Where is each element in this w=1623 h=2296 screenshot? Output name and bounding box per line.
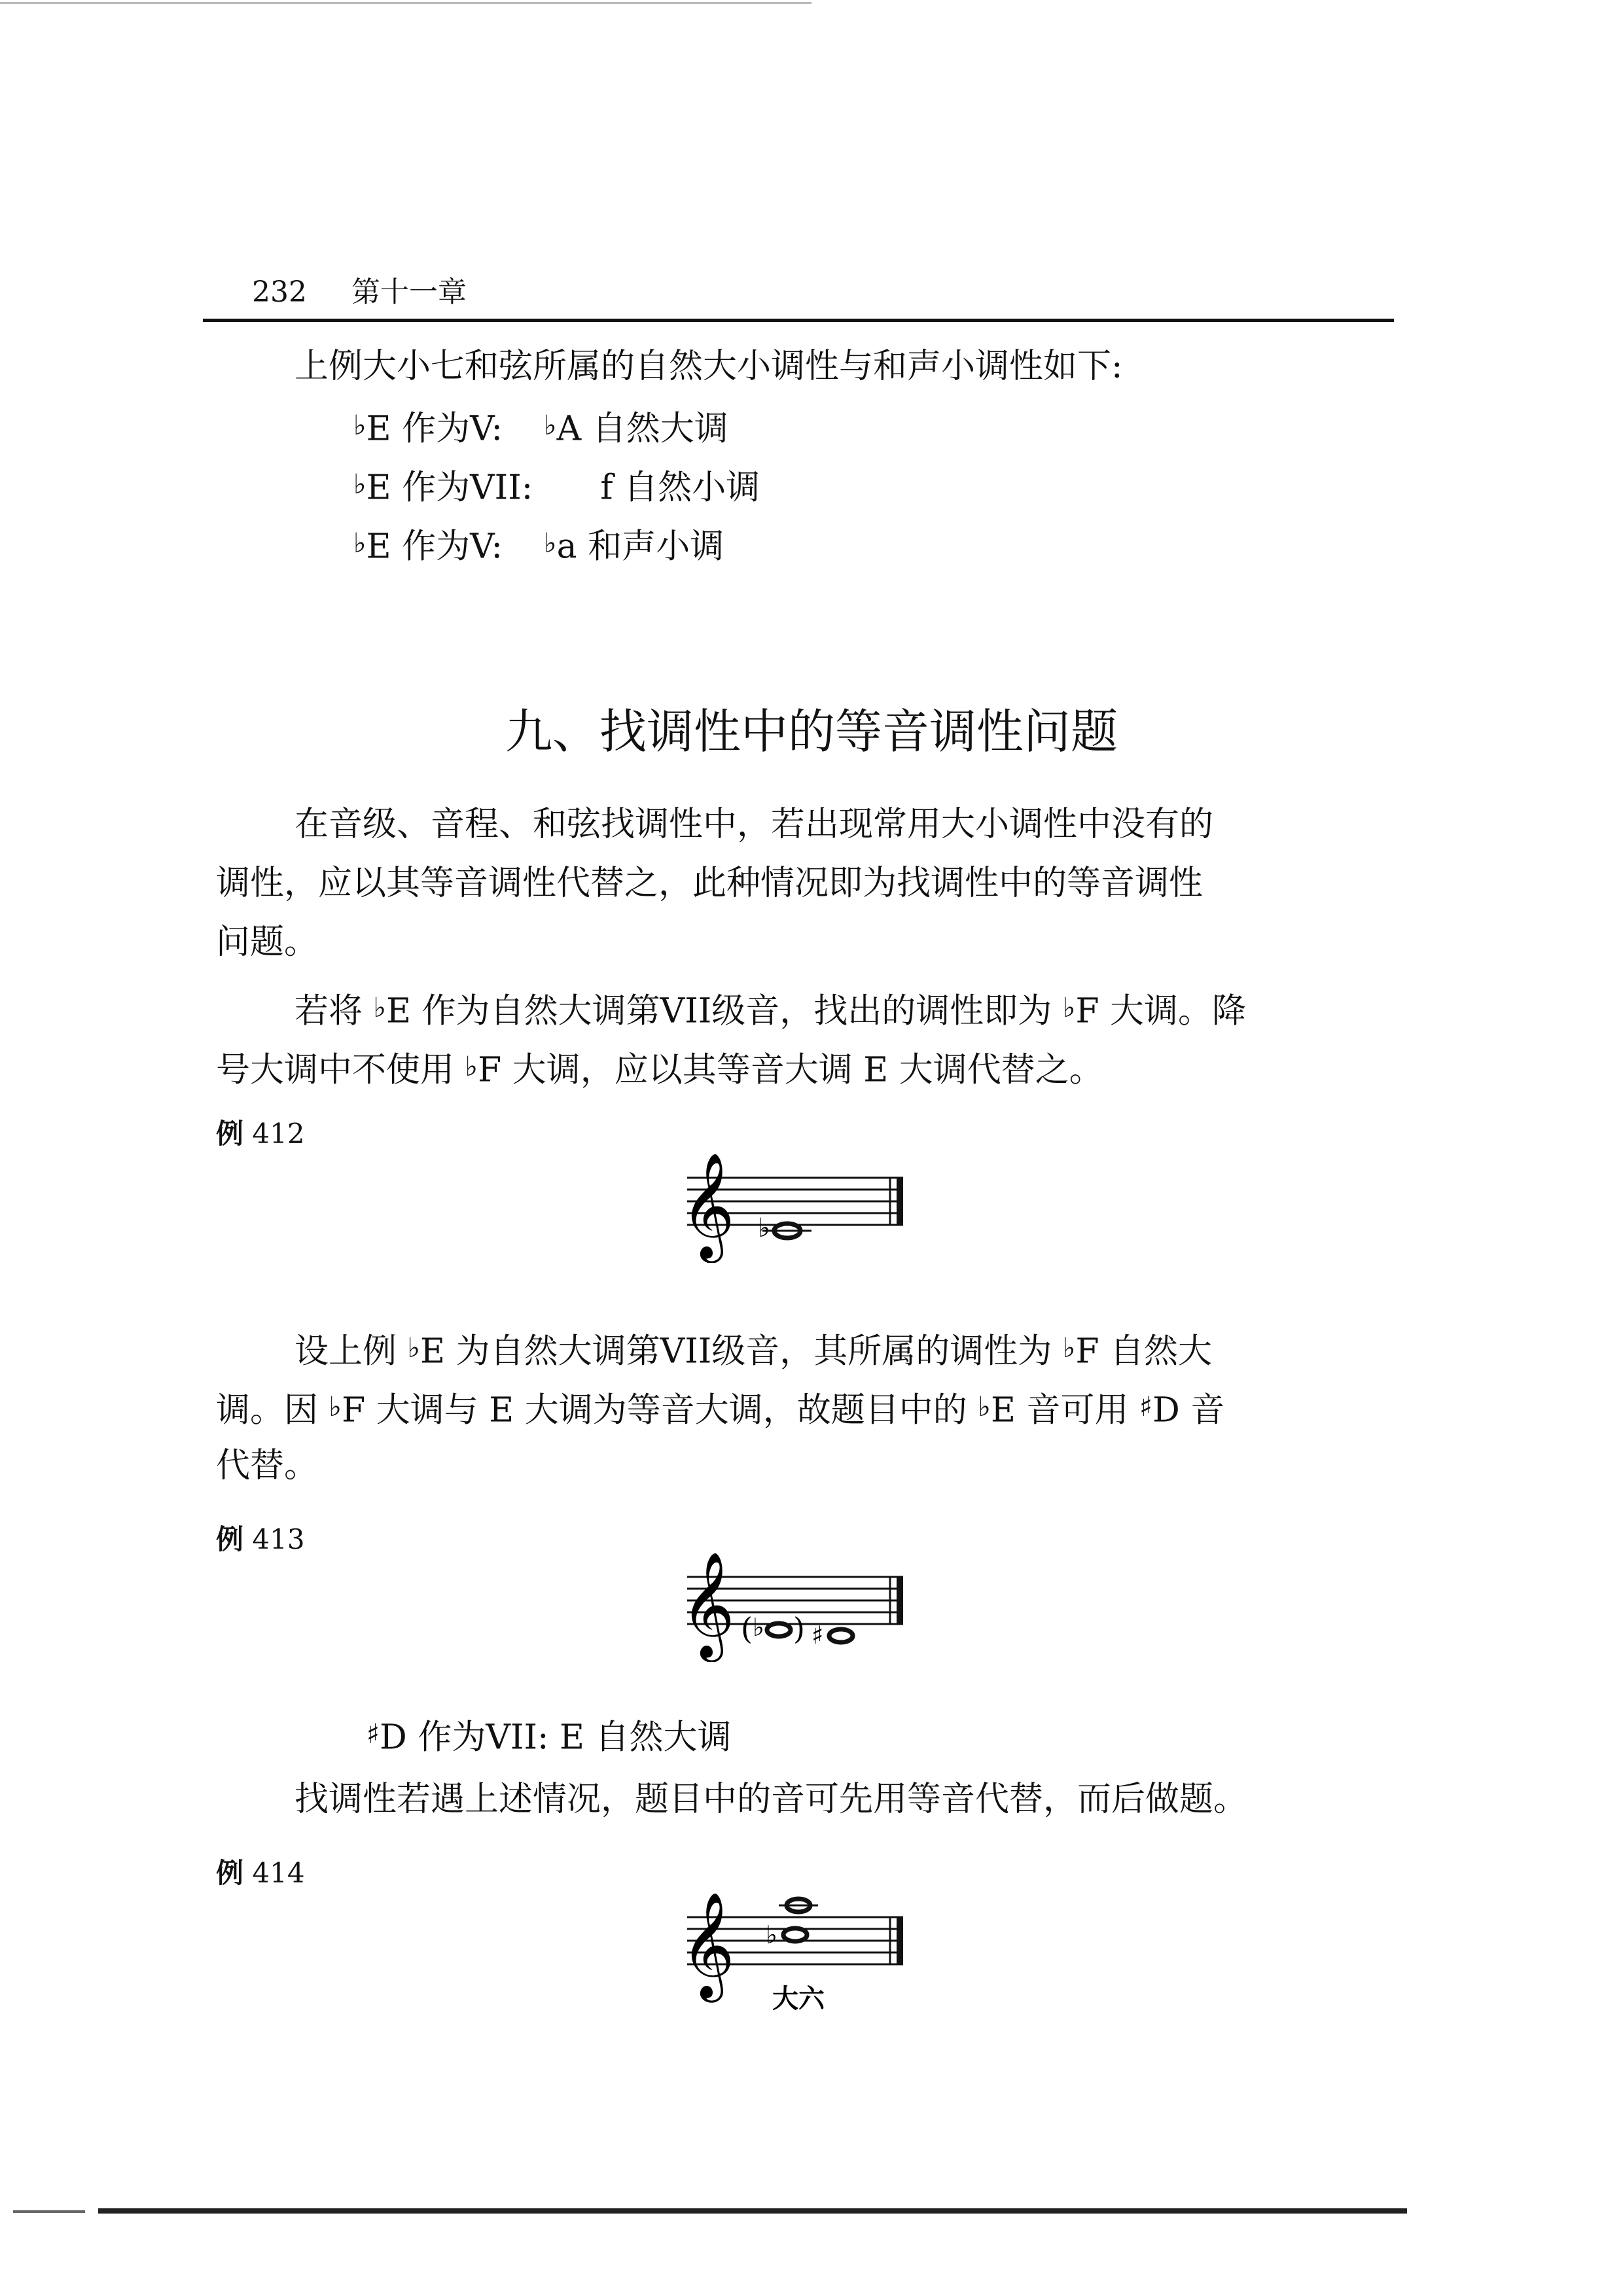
header-rule	[203, 319, 1394, 322]
whole-note-icon	[829, 1629, 853, 1642]
flat-sign: ♭	[1062, 1332, 1076, 1364]
flat-sign: ♭	[373, 991, 387, 1023]
key-row-3: ♭E 作为V: ♭a 和声小调	[353, 527, 724, 567]
para2-line-1: 若将 ♭E 作为自然大调第VII级音，找出的调性即为 ♭F 大调。降	[294, 991, 1247, 1031]
sharp-icon: ♯	[812, 1621, 824, 1650]
para3-line-1: 设上例 ♭E 为自然大调第VII级音，其所属的调性为 ♭F 自然大	[294, 1332, 1213, 1371]
music-staff-413	[681, 1551, 929, 1662]
treble-clef-icon: 𝄞	[681, 1551, 735, 1658]
flat-sign: ♭	[465, 1050, 478, 1082]
sharp-sign: ♯	[1139, 1390, 1153, 1422]
flat-icon: ♭	[766, 1920, 777, 1949]
scan-edge-line	[0, 2, 812, 4]
section-title: 九、找调性中的等音调性问题	[505, 704, 1118, 759]
intro-line: 上例大小七和弦所属的自然大小调性与和声小调性如下:	[294, 347, 1123, 386]
sharp-sign: ♯	[366, 1718, 380, 1750]
para2-line-2: 号大调中不使用 ♭F 大调，应以其等音大调 E 大调代替之。	[216, 1050, 1103, 1090]
para3-line-2: 调。因 ♭F 大调与 E 大调为等音大调，故题目中的 ♭E 音可用 ♯D 音	[216, 1390, 1225, 1430]
para1-line-1: 在音级、音程、和弦找调性中，若出现常用大小调性中没有的	[294, 805, 1214, 844]
page-number: 232	[252, 275, 307, 309]
example-412-label: 例 412	[216, 1118, 305, 1150]
flat-sign: ♭	[544, 527, 557, 559]
paren-close-icon: )	[793, 1611, 805, 1646]
footer-rule	[98, 2208, 1407, 2214]
para1-line-2: 调性，应以其等音调性代替之，此种情况即为找调性中的等音调性	[216, 864, 1204, 903]
sharp-d-statement: ♯D 作为VII: E 自然大调	[366, 1718, 732, 1757]
paren-open-icon: (	[741, 1611, 753, 1646]
treble-clef-icon: 𝄞	[681, 1892, 735, 1998]
flat-sign: ♭	[353, 468, 366, 500]
flat-sign: ♭	[407, 1332, 421, 1364]
key-row-2: ♭E 作为VII: f 自然小调	[353, 468, 760, 508]
flat-sign: ♭	[544, 409, 557, 441]
para1-line-3: 问题。	[216, 923, 319, 962]
treble-clef-icon: 𝄞	[681, 1152, 735, 1259]
para3-line-3: 代替。	[216, 1446, 319, 1485]
flat-sign: ♭	[1062, 991, 1076, 1023]
flat-sign: ♭	[353, 527, 366, 559]
example-414-label: 例 414	[216, 1857, 305, 1889]
whole-note-icon	[783, 1928, 807, 1941]
example-413-label: 例 413	[216, 1523, 305, 1555]
para4: 找调性若遇上述情况，题目中的音可先用等音代替，而后做题。	[294, 1780, 1248, 1819]
flat-icon: ♭	[753, 1613, 764, 1642]
interval-label: 大六	[772, 1983, 825, 2014]
flat-sign: ♭	[353, 409, 366, 441]
running-header	[252, 268, 467, 310]
flat-sign: ♭	[329, 1390, 342, 1422]
music-staff-412	[681, 1152, 929, 1263]
flat-sign: ♭	[978, 1390, 991, 1422]
key-row-1: ♭E 作为V: ♭A 自然大调	[353, 409, 728, 449]
music-staff-414	[681, 1891, 929, 2022]
whole-note-icon	[767, 1623, 791, 1636]
flat-icon: ♭	[758, 1213, 770, 1243]
footer-scan-line	[13, 2210, 85, 2213]
chapter-title: 第十一章	[351, 275, 467, 309]
